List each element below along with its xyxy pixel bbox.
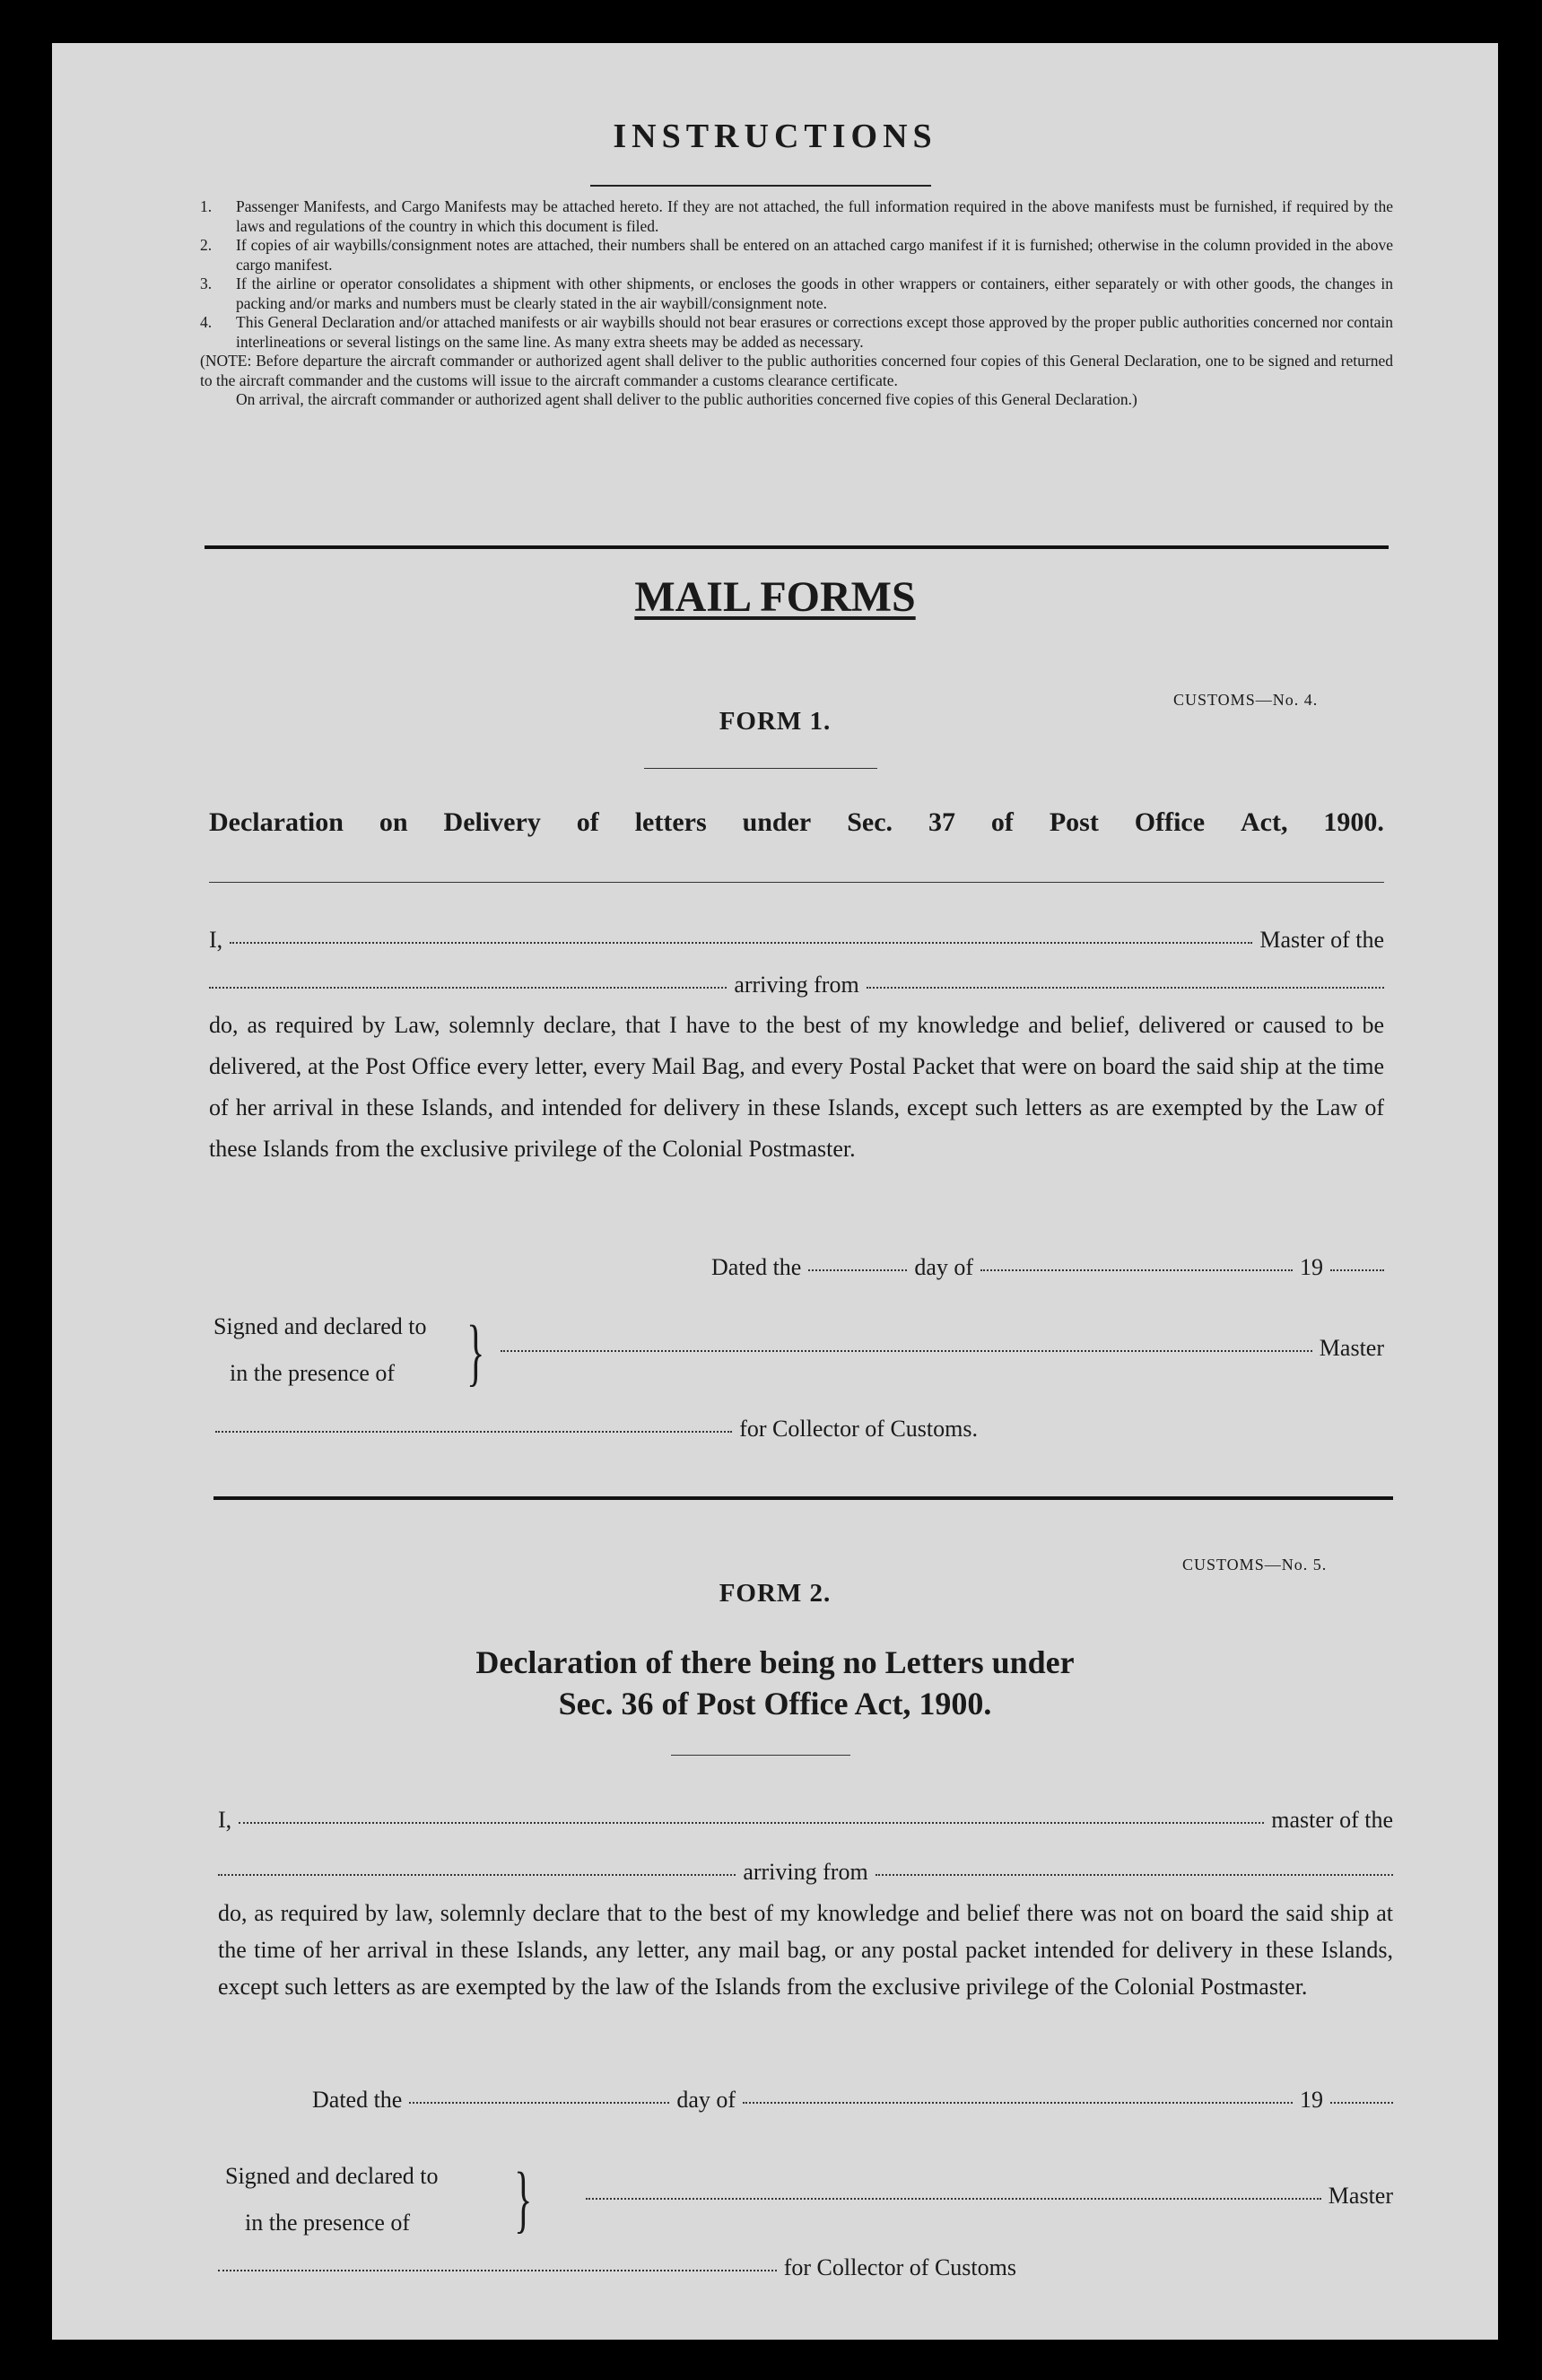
instructions-list [200,197,1393,410]
form2-brace: } [514,2158,533,2241]
form1-customs-number: CUSTOMS—No. 4. [1173,691,1319,709]
instruction-item: 4. This General Declaration and/or attached manifests or air waybills should not bear erasures or corrections except those approved by the proper public authorities concerned nor contain interlineations or several listings on the same line. As many extra sheets may be added as necessary. [200,313,1393,351]
form1-dated-line: Dated the day of 19 [711,1254,1384,1281]
instructions-underline [590,185,931,187]
instructions-title: INSTRUCTIONS [613,118,937,155]
form2-year-field[interactable] [1330,2101,1393,2104]
document-page [52,43,1498,2340]
instruction-item: 1. Passenger Manifests, and Cargo Manifests may be attached hereto. If they are not attached, the full information required in the above manifests must be furnished, if required by the laws and regulations of the country in which this document is filed. [200,197,1393,235]
form1-month-field[interactable] [980,1268,1293,1271]
form1-heading: Declaration on Delivery of letters under Sec. 37 of Post Office Act, 1900. [209,807,1384,837]
form2-heading-underline [671,1755,850,1756]
form2-title: FORM 2. [719,1579,832,1608]
form1-arriving-from-field[interactable] [867,986,1384,989]
form1-heading-rule [209,882,1384,883]
instructions-note-arrival: On arrival, the aircraft commander or authorized agent shall deliver to the public authorities concerned five copies of this General Declaration.) [236,390,1137,408]
form2-month-field[interactable] [743,2101,1293,2104]
form2-name-field[interactable] [239,1821,1264,1824]
form2-arriving-from-field[interactable] [876,1873,1393,1876]
form1-master-signature-field[interactable] [501,1349,1312,1352]
form-divider [213,1496,1393,1500]
form2-master-line: Master [586,2183,1393,2210]
form1-name-line: I, Master of the [209,927,1384,953]
form2-arriving-line: arriving from [218,1859,1393,1886]
form2-customs-number: CUSTOMS—No. 5. [1182,1556,1328,1574]
section-divider [205,545,1389,549]
form1-title-underline [644,768,877,769]
form1-title: FORM 1. [719,707,832,736]
form1-date-field[interactable] [808,1268,907,1271]
form2-ship-field[interactable] [218,1873,736,1876]
instructions-note: (NOTE: Before departure the aircraft commander or authorized agent shall deliver to the public authorities concerned four copies of this General Declaration, one to be signed and returned to the aircraft commander and the customs will issue to the aircraft commander a customs clearance certificate. [200,352,1393,389]
form1-name-field[interactable] [230,941,1252,944]
form1-declaration-text: do, as required by Law, solemnly declare, that I have to the best of my knowledge and belief, delivered or caused to be delivered, at the Post Office every letter, every Mail Bag, and every Postal Packet that were on board the said ship at the time of her arrival in these Islands, and intended for delivery in these Islands, except such letters as are exempted by the Law of these Islands from the exclusive privilege of the Colonial Postmaster. [209,1012,1384,1162]
form1-year-field[interactable] [1330,1268,1384,1271]
form2-collector-line: for Collector of Customs [218,2254,1016,2281]
instruction-item: 3. If the airline or operator consolidates a shipment with other shipments, or encloses the goods in other wrappers or containers, either separately or with other goods, the changes in packing and/or marks and numbers must be clearly stated in the air waybill/consignment note. [200,275,1393,312]
form1-signed-label: Signed and declared to in the presence of [213,1313,427,1386]
form1-arriving-line: arriving from [209,972,1384,998]
form1-brace: } [466,1311,485,1394]
form2-master-signature-field[interactable] [586,2197,1321,2200]
form1-collector-line: for Collector of Customs. [215,1416,978,1443]
form2-collector-signature-field[interactable] [218,2269,777,2271]
form2-heading: Declaration of there being no Letters under Sec. 36 of Post Office Act, 1900. [475,1644,1075,1722]
instruction-item: 2. If copies of air waybills/consignment notes are attached, their numbers shall be entered on an attached cargo manifest if it is furnished; otherwise in the column provided in the above cargo manifest. [200,236,1393,274]
form2-name-line: I, master of the [218,1807,1393,1833]
form2-declaration-text: do, as required by law, solemnly declare that to the best of my knowledge and belief there was not on board the said ship at the time of her arrival in these Islands, any letter, any mail bag, or any postal packet intended for delivery in these Islands, except such letters as are exempted by the law of the Islands from the exclusive privilege of the Colonial Postmaster. [218,1900,1393,2000]
mail-forms-title: MAIL FORMS [634,573,916,621]
form1-master-line: Master [501,1335,1384,1362]
form1-collector-signature-field[interactable] [215,1430,732,1433]
form1-ship-field[interactable] [209,986,727,989]
form2-dated-line: Dated the day of 19 [312,2087,1393,2114]
form2-signed-label: Signed and declared to in the presence of [225,2163,439,2236]
form2-date-field[interactable] [409,2101,669,2104]
